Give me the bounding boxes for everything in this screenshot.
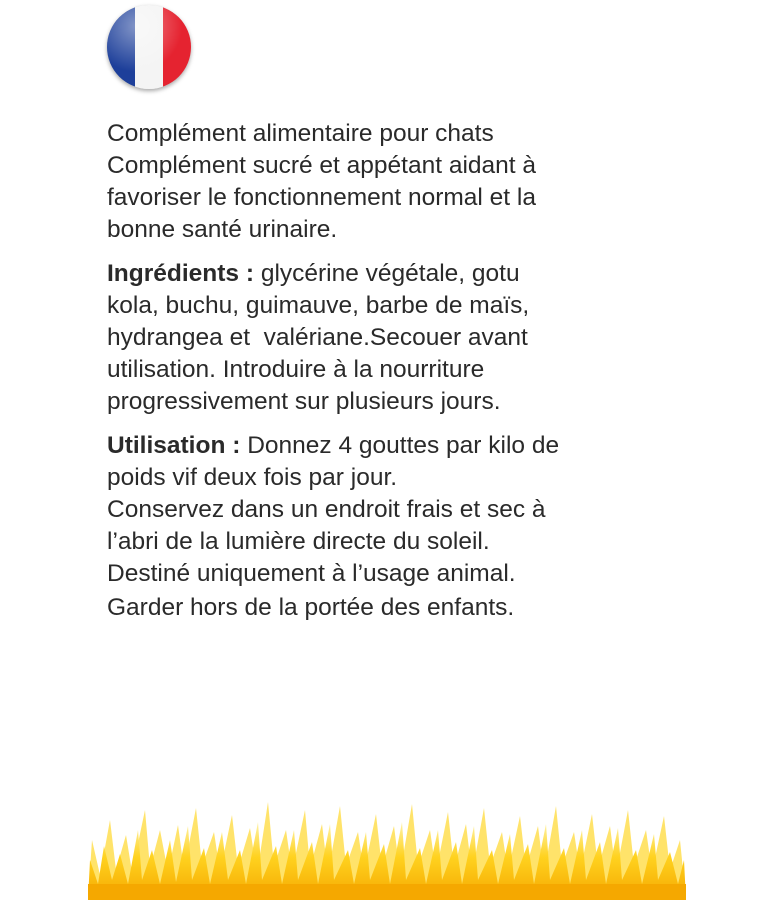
ingredients-line: hydrangea et valériane.Secouer avant	[107, 324, 528, 351]
intro-line: bonne santé urinaire.	[107, 216, 338, 243]
ingredients-line: utilisation. Introduire à la nourriture	[107, 356, 485, 383]
usage-first-line	[107, 430, 707, 462]
france-flag-icon	[107, 5, 191, 89]
ingredients-paragraph	[107, 258, 707, 418]
usage-paragraph	[107, 430, 707, 624]
usage-label: Utilisation :	[107, 432, 241, 459]
intro-line: Complément sucré et appétant aidant à	[107, 152, 537, 179]
grass-base	[88, 884, 686, 900]
intro-line: Complément alimentaire pour chats	[107, 120, 494, 147]
usage-text: Donnez 4 gouttes par kilo de	[240, 432, 560, 459]
ingredients-first-line	[107, 258, 707, 290]
flag-gloss	[107, 5, 191, 89]
usage-line: Destiné uniquement à l’usage animal.	[107, 560, 516, 587]
usage-line: poids vif deux fois par jour.	[107, 464, 398, 491]
product-description	[107, 118, 707, 636]
grass-border-icon	[0, 780, 761, 900]
usage-line: Garder hors de la portée des enfants.	[107, 594, 515, 621]
usage-line: l’abri de la lumière directe du soleil.	[107, 528, 490, 555]
usage-line: Conservez dans un endroit frais et sec à	[107, 496, 546, 523]
intro-paragraph	[107, 118, 707, 246]
ingredients-text: glycérine végétale, gotu	[254, 260, 520, 287]
ingredients-line: kola, buchu, guimauve, barbe de maïs,	[107, 292, 530, 319]
ingredients-line: progressivement sur plusieurs jours.	[107, 388, 501, 415]
ingredients-label: Ingrédients :	[107, 260, 255, 287]
intro-line: favoriser le fonctionnement normal et la	[107, 184, 536, 211]
